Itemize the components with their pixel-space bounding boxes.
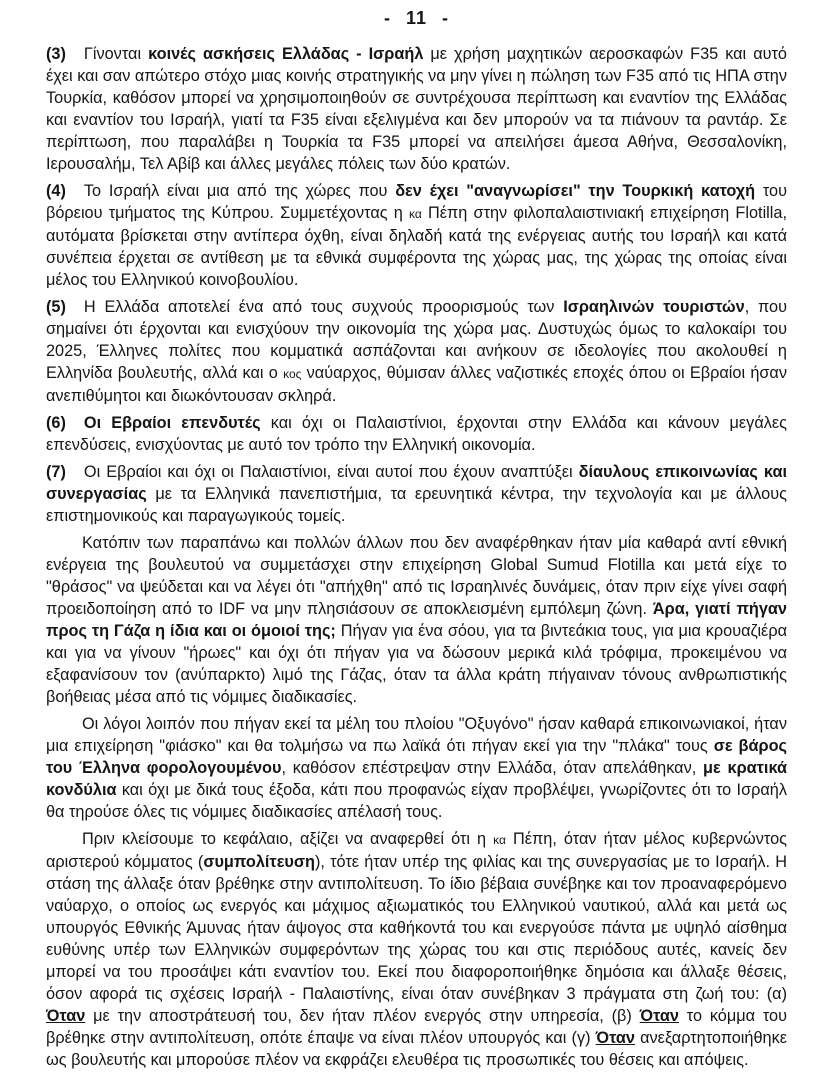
text-run: Πριν κλείσουμε το κεφάλαιο, αξίζει να αναφερθεί ότι η <box>82 830 494 848</box>
text-run: σε βάρος του Έλληνα φορολογουμένου <box>46 737 787 777</box>
text-run: Όταν <box>595 1029 635 1047</box>
paragraph-number: (3) <box>46 45 66 63</box>
text-run: κα <box>493 833 506 847</box>
text-run: Άρα, γιατί πήγαν προς τη Γάζα η ίδια και οι όμοιοί της; <box>46 600 787 640</box>
paragraph-number: (6) <box>46 414 66 432</box>
text-run: κος <box>283 367 302 381</box>
text-run: το κόμμα του βρέθηκε στην αντιπολίτευση, οπότε έπαψε να είναι πλέον υπουργός και (γ) <box>46 1007 788 1047</box>
text-run: με τα Ελληνικά πανεπιστήμια, τα ερευνητικά κέντρα, την τεχνολογία και με άλλους επιστημονικούς και παραγωγικούς τομείς. <box>46 485 787 525</box>
text-run: Κατόπιν των παραπάνω και πολλών άλλων που δεν αναφέρθηκαν ήταν μία καθαρά αντί εθνική ενέργεια της βουλευτού να συμμετάσχει στην επιχείρηση Global Sumud Flotilla και μετά είχε το "θράσος" να ψεύδεται και να λέγει ότι "απήχθη" από τις Ισραηλινές δυνάμεις, όταν πριν είχε γίνει σαφή προειδοποίηση από το IDF να μην πλησιάσουν σε αποκλεισμένη εμπόλεμη ζώνη. <box>46 534 787 618</box>
paragraph <box>46 296 787 407</box>
text-run: κοινές ασκήσεις Ελλάδας - Ισραήλ <box>148 45 424 63</box>
text-run: Ισραηλινών τουριστών <box>563 298 745 316</box>
text-run: με κρατικά κονδύλια <box>46 759 787 799</box>
paragraph <box>46 461 787 527</box>
text-run: Όταν <box>46 1007 86 1025</box>
text-run: Όταν <box>639 1007 679 1025</box>
document-body <box>46 43 787 1071</box>
text-run: ), τότε ήταν υπέρ της φιλίας και της συνεργασίας με το Ισραήλ. Η στάση της άλλαξε όταν βρέθηκε στην αντιπολίτευση. Το ίδιο βέβαια συνέβηκε και τον προαναφερόμενο ναύαρχο, ο οποίος ως ενεργός και μάχιμος αξιωματικός του Ελληνικού ναυτικού, αλλά και μετά ως υπουργός Εθνικής Άμυνας ήταν άψογος στα καθήκοντά του και ενεργούσε πάντα με υψηλό αίσθημα ευθύνης υπέρ των Ελληνικών συμφερόντων της χώρας του και στις περιόδους αυτές, κανείς δεν μπορεί να του προσάψει κάτι εναντίον του. Εκεί που διαφοροποιήθηκε δημόσια και άλλαξε θέσεις, όσον αφορά τις σχέσεις Ισραήλ - Παλαιστίνης, είναι όταν συνέβηκαν 3 πράγματα στη ζωή του: (α) <box>46 853 787 1003</box>
text-run: Το Ισραήλ είναι μια από της χώρες που <box>83 182 396 200</box>
text-run: Οι λόγοι λοιπόν που πήγαν εκεί τα μέλη του πλοίου "Οξυγόνο" ήσαν καθαρά επικοινωνιακοί, ήταν μια επιχείρηση "φιάσκο" και θα τολμήσω να πω λαϊκά ότι πήγαν εκεί για την "πλάκα" τους <box>46 715 787 755</box>
paragraph <box>46 412 787 456</box>
paragraph-number: (4) <box>46 182 66 200</box>
paragraph-number: (5) <box>46 298 66 316</box>
text-run: κα <box>409 207 422 221</box>
text-run: Πέπη στην φιλοπαλαιστινιακή επιχείρηση Flotilla, αυτόματα βρίσκεται στην αντίπερα όχθη, είναι δηλαδή κατά της ενέργειας αυτής του Ισραήλ και κατά συνέπεια έρχεται σε αντίθεση με τα εθνικά συμφέροντα της χώρας μας, της χώρας της οποίας είναι μέλος του Ελληνικού κοινοβουλίου. <box>46 204 787 289</box>
text-run: Οι Εβραίοι και όχι οι Παλαιστίνιοι, είναι αυτοί που έχουν αναπτύξει <box>83 463 579 481</box>
paragraph <box>46 532 787 708</box>
text-run: , που σημαίνει ότι έρχονται και ενισχύουν την οικονομία της χώρα μας. Δυστυχώς όμως το καλοκαίρι του 2025, Έλληνες πολίτες που κομματικά ασπάζονται και ανήκουν σε ιδεολογίες που ακολουθεί η Ελληνίδα βουλευτής, αλλά και ο <box>46 298 787 382</box>
text-run: με την αποστράτευσή του, δεν ήταν πλέον ενεργός στην υπηρεσία, (β) <box>85 1007 640 1025</box>
text-run: Η Ελλάδα αποτελεί ένα από τους συχνούς προορισμούς των <box>83 298 564 316</box>
text-run: και όχι με δικά τους έξοδα, κάτι που προφανώς είχαν προβλέψει, γνωρίζοντες ότι το Ισραήλ θα τηρούσε όλες τις νόμιμες διαδικασίες απέλασή τους. <box>46 781 787 821</box>
text-run: ανεξαρτητοποιήθηκε ως βουλευτής και μπορούσε πλέον να εκφράζει ελευθέρα τις προσωπικές του θέσεις και απόψεις. <box>46 1029 787 1069</box>
text-run: Γίνονται <box>83 45 149 63</box>
paragraph <box>46 43 787 175</box>
text-run: του βόρειου τμήματος της Κύπρου. Συμμετέχοντας η <box>46 182 787 222</box>
text-run: συμπολίτευση <box>203 853 315 871</box>
paragraph <box>46 180 787 291</box>
text-run: Πέπη, όταν ήταν μέλος κυβερνώντος αριστερού κόμματος ( <box>46 830 787 871</box>
paragraph <box>46 713 787 823</box>
text-run: , καθόσον επέστρεψαν στην Ελλάδα, όταν απελάθηκαν, <box>281 759 704 777</box>
page-number: - 11 - <box>383 8 450 28</box>
text-run: δεν έχει "αναγνωρίσει" την Τουρκική κατοχή <box>395 182 756 200</box>
text-run: Οι Εβραίοι επενδυτές <box>83 414 261 432</box>
text-run: ναύαρχος, θύμισαν άλλες ναζιστικές εποχές όπου οι Εβραίοι ήσαν ανεπιθύμητοι και διωκόντουσαν σκληρά. <box>46 364 787 405</box>
text-run: Πήγαν για ένα σόου, για τα βιντεάκια τους, για μια κρουαζιέρα και για να γίνουν "ήρωες" και όχι ότι πήγαν για να δώσουν μερικά κιλά τρόφιμα, προκειμένου να εξαφανίσουν τον (ανύπαρκτο) λιμό της Γάζας, όταν τα άλλα κράτη πήγαιναν τόνους ανθρωπιστικής βοήθειας μέσα από τις νόμιμες διαδικασίες. <box>46 622 787 706</box>
text-run: με χρήση μαχητικών αεροσκαφών F35 και αυτό έχει και σαν απώτερο στόχο μιας κοινής στρατηγικής να μην γίνει η πώληση των F35 από τις ΗΠΑ στην Τουρκία, καθόσον μπορεί να χρησιμοποιηθούν σε συντρέχουσα περίπτωση και εναντίον της Ελλάδας και εναντίον του Ισραήλ, γιατί τα F35 είναι εξελιγμένα και δεν μπορούν να τα πιάνουν τα ραντάρ. Σε περίπτωση, που παραλάβει η Τουρκία τα F35 μπορεί να απειλήσει άμεσα Αθήνα, Θεσσαλονίκη, Ιερουσαλήμ, Τελ Αβίβ και άλλες μεγάλες πόλεις των δύο κρατών. <box>46 45 787 173</box>
text-run: δίαυλους επικοινωνίας και συνεργασίας <box>46 463 787 503</box>
text-run: και όχι οι Παλαιστίνιοι, έρχονται στην Ελλάδα και κάνουν μεγάλες επενδύσεις, ενισχύοντας με αυτό τον τρόπο την Ελληνική οικονομία. <box>46 414 787 454</box>
paragraph-number: (7) <box>46 463 66 481</box>
paragraph <box>46 828 787 1071</box>
